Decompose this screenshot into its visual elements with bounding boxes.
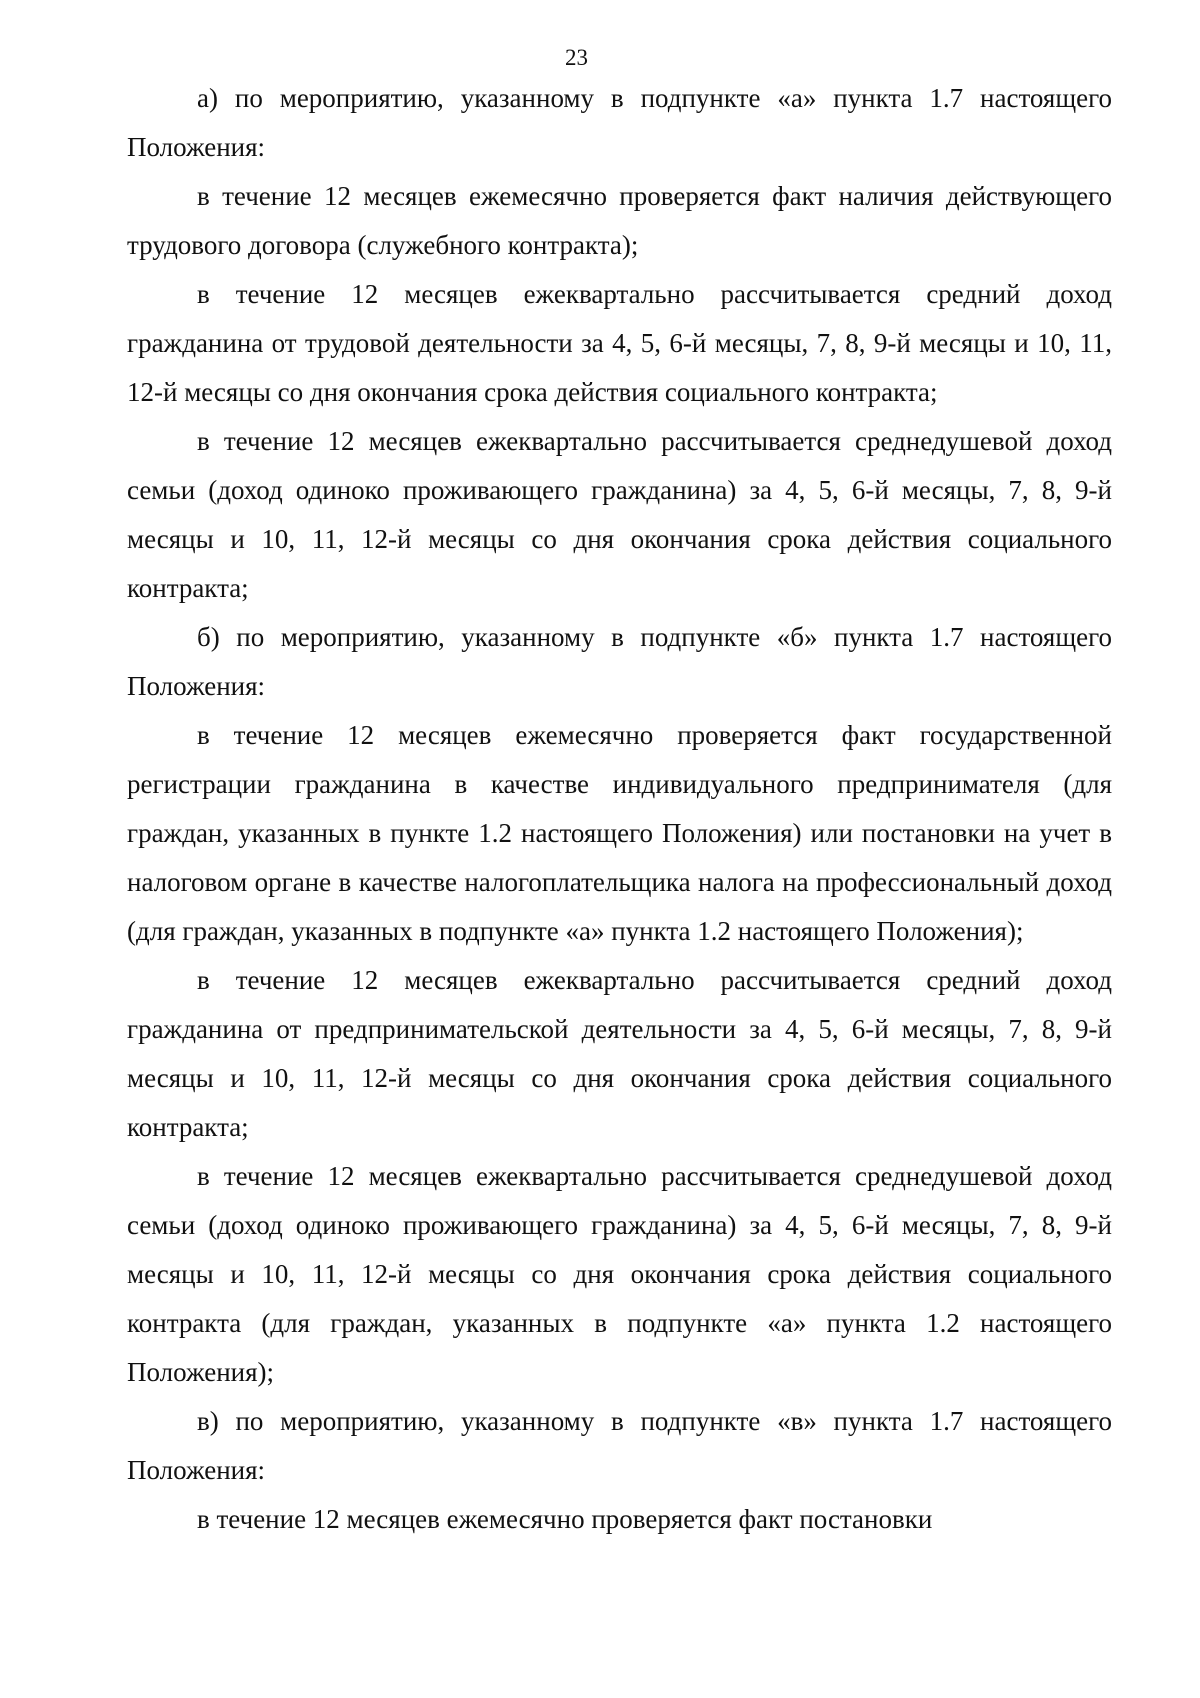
paragraph-registration-check: в течение 12 месяцев ежемесячно проверяется факт государственной регистрации гражданина в качестве индивидуального предпринимателя (для граждан, указанных в пункте 1.2 настоящего Положения) или постановки на учет в налоговом органе в качестве налогоплательщика налога на профессиональный доход (для граждан, указанных в подпункте «а» пункта 1.2 настоящего Положения);	[127, 720, 1112, 946]
paragraph-item-v: в) по мероприятию, указанному в подпункте «в» пункта 1.7 настоящего Положения:	[127, 1406, 1112, 1485]
paragraph-average-income-labor: в течение 12 месяцев ежеквартально рассчитывается средний доход гражданина от трудовой деятельности за 4, 5, 6-й месяцы, 7, 8, 9-й месяцы и 10, 11, 12-й месяцы со дня окончания срока действия социального контракта;	[127, 279, 1112, 407]
paragraph-employment-contract-check: в течение 12 месяцев ежемесячно проверяется факт наличия действующего трудового договора (служебного контракта);	[127, 181, 1112, 260]
paragraph-average-income-business: в течение 12 месяцев ежеквартально рассчитывается средний доход гражданина от предпринимательской деятельности за 4, 5, 6-й месяцы, 7, 8, 9-й месяцы и 10, 11, 12-й месяцы со дня окончания срока действия социального контракта;	[127, 965, 1112, 1142]
document-body	[127, 74, 1112, 1544]
paragraph-item-a: а) по мероприятию, указанному в подпункте «а» пункта 1.7 настоящего Положения:	[127, 83, 1112, 162]
paragraph-per-capita-income-business: в течение 12 месяцев ежеквартально рассчитывается среднедушевой доход семьи (доход одиноко проживающего гражданина) за 4, 5, 6-й месяцы, 7, 8, 9-й месяцы и 10, 11, 12-й месяцы со дня окончания срока действия социального контракта (для граждан, указанных в подпункте «а» пункта 1.2 настоящего Положения);	[127, 1161, 1112, 1387]
paragraph-item-b: б) по мероприятию, указанному в подпункте «б» пункта 1.7 настоящего Положения:	[127, 622, 1112, 701]
page-number: 23	[565, 45, 588, 70]
paragraph-per-capita-income: в течение 12 месяцев ежеквартально рассчитывается среднедушевой доход семьи (доход одиноко проживающего гражданина) за 4, 5, 6-й месяцы, 7, 8, 9-й месяцы и 10, 11, 12-й месяцы со дня окончания срока действия социального контракта;	[127, 426, 1112, 603]
paragraph-registration-fact: в течение 12 месяцев ежемесячно проверяется факт постановки	[197, 1504, 933, 1534]
